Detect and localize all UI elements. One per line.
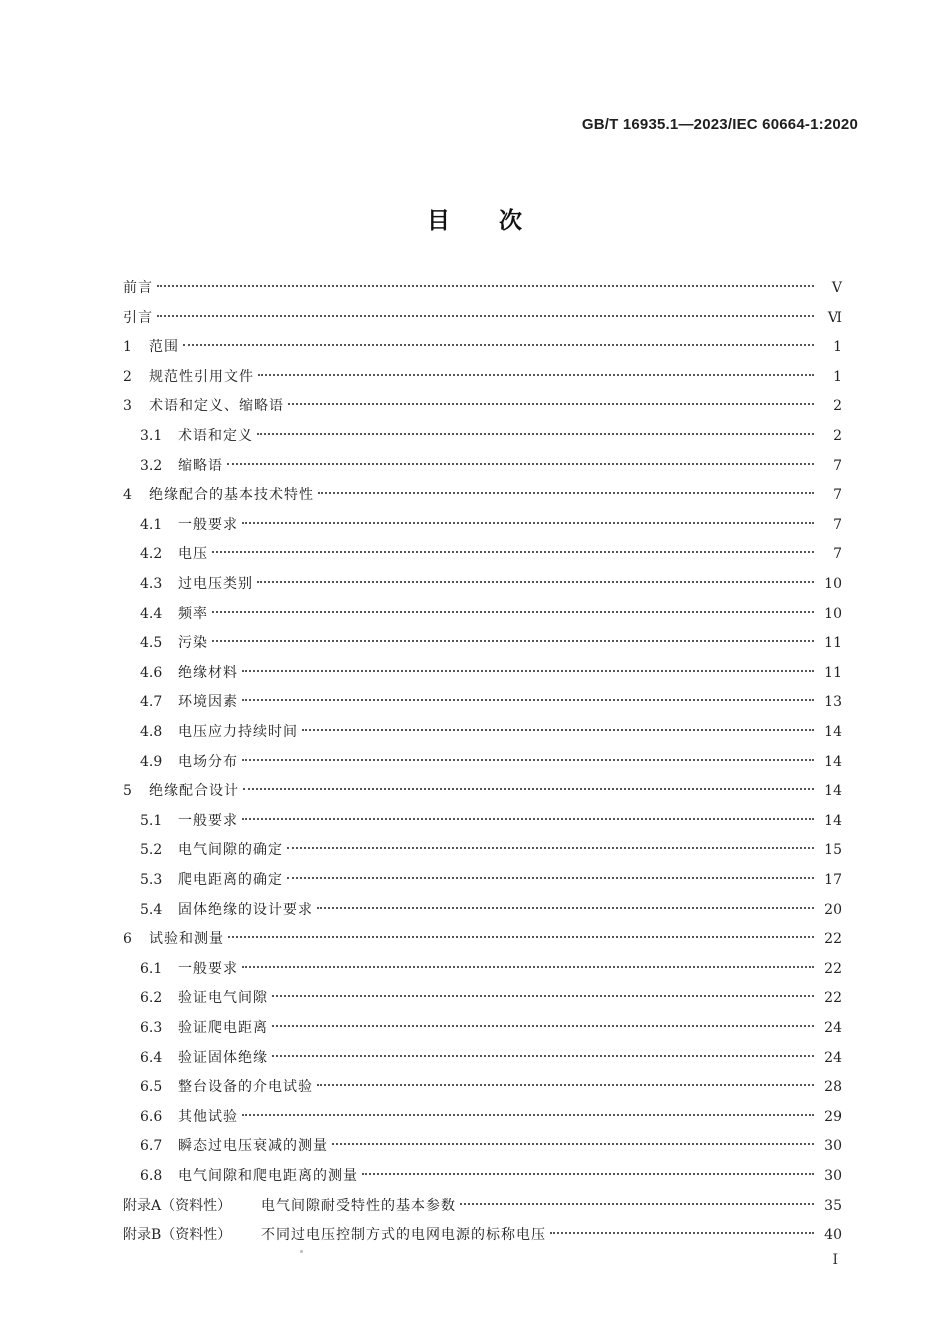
toc-page-number: 24 (824, 1020, 842, 1036)
toc-row (0, 1222, 950, 1248)
toc-section-title: 瞬态过电压衰减的测量 (178, 1138, 328, 1155)
toc-section-title: 电气间隙和爬电距离的测量 (178, 1168, 358, 1184)
toc-entry[interactable] (123, 778, 842, 804)
toc-row (0, 867, 950, 893)
toc-entry[interactable] (140, 1133, 842, 1159)
toc-dot-leader (242, 1114, 814, 1116)
toc-section-title: 规范性引用文件 (149, 368, 254, 385)
toc-page-number: 14 (824, 724, 842, 740)
toc-section-number: 6.6 (140, 1108, 163, 1125)
toc-dot-leader (302, 729, 814, 731)
toc-page-number: 2 (833, 398, 842, 415)
toc-page-number: 22 (824, 931, 842, 948)
toc-dot-leader (272, 995, 814, 997)
toc-page-number: 10 (824, 576, 842, 592)
toc-dot-leader (212, 640, 814, 642)
toc-page-number: 20 (824, 901, 842, 918)
toc-row (0, 482, 950, 508)
toc-section-number: 6.2 (140, 990, 163, 1007)
toc-page-number: 1 (833, 339, 842, 356)
toc-page-number: 13 (824, 694, 842, 711)
toc-entry[interactable] (140, 512, 842, 538)
toc-dot-leader (288, 403, 814, 405)
toc-page-number: 17 (824, 872, 842, 888)
toc-page-number: 29 (824, 1108, 842, 1125)
toc-section-title: 验证固体绝缘 (178, 1049, 268, 1066)
toc-section-number: 3.1 (140, 428, 163, 444)
toc-section-number: 6 (123, 931, 132, 948)
toc-row (0, 689, 950, 715)
toc-section-number: 4.9 (140, 753, 163, 770)
toc-section-number: 6.3 (140, 1020, 163, 1036)
toc-page-number: 11 (824, 664, 842, 681)
toc-section-number: 5 (123, 783, 132, 800)
toc-row (0, 453, 950, 479)
toc-section-number: 5.1 (140, 812, 163, 829)
toc-section-number: 附录B（资料性） (123, 1227, 232, 1244)
toc-dot-leader (242, 966, 814, 968)
toc-section-number: 4.1 (140, 516, 163, 533)
toc-section-title: 爬电距离的确定 (178, 872, 283, 888)
toc-dot-leader (257, 433, 814, 435)
toc-dot-leader (242, 670, 814, 672)
scan-speck (300, 1250, 303, 1253)
toc-section-number: 5.2 (140, 842, 163, 859)
toc-row (0, 334, 950, 360)
toc-dot-leader (228, 936, 814, 938)
toc-row (0, 275, 950, 301)
toc-section-number: 4.2 (140, 546, 163, 563)
toc-entry[interactable] (123, 393, 842, 419)
toc-section-title: 范围 (149, 339, 179, 356)
toc-row (0, 423, 950, 449)
toc-dot-leader (317, 907, 814, 909)
toc-dot-leader (242, 522, 814, 524)
toc-entry[interactable] (140, 423, 842, 449)
toc-row (0, 897, 950, 923)
toc-section-number: 1 (123, 339, 132, 356)
toc-entry[interactable] (140, 1104, 842, 1130)
toc-section-title: 绝缘配合的基本技术特性 (149, 487, 314, 504)
toc-section-title: 引言 (123, 309, 153, 326)
toc-entry[interactable] (123, 926, 842, 952)
toc-section-title: 频率 (178, 605, 208, 622)
toc-page-number: 10 (824, 605, 842, 622)
toc-entry[interactable] (123, 1222, 842, 1248)
toc-row (0, 1015, 950, 1041)
toc-entry[interactable] (140, 601, 842, 627)
toc-dot-leader (272, 1055, 814, 1057)
toc-section-number: 4.6 (140, 664, 163, 681)
toc-page-number: 24 (824, 1049, 842, 1066)
toc-section-number: 4.7 (140, 694, 163, 711)
toc-section-title: 其他试验 (178, 1108, 238, 1125)
toc-row (0, 364, 950, 390)
toc-section-number: 6.8 (140, 1168, 163, 1184)
toc-page-number: 15 (824, 842, 842, 859)
toc-row (0, 1193, 950, 1219)
toc-dot-leader (287, 847, 814, 849)
toc-section-number: 4.4 (140, 605, 163, 622)
toc-dot-leader (318, 492, 814, 494)
toc-row (0, 601, 950, 627)
page-title: 目 次 (427, 208, 523, 234)
toc-entry[interactable] (123, 275, 842, 301)
toc-entry[interactable] (140, 719, 842, 745)
toc-row (0, 512, 950, 538)
toc-row (0, 719, 950, 745)
toc-page-number: 1 (833, 368, 842, 385)
toc-entry[interactable] (140, 541, 842, 567)
toc-section-number: 3 (123, 398, 132, 415)
toc-entry[interactable] (140, 837, 842, 863)
toc-dot-leader (332, 1143, 814, 1145)
toc-row (0, 837, 950, 863)
toc-dot-leader (242, 818, 814, 820)
toc-section-title: 电气间隙耐受特性的基本参数 (261, 1197, 456, 1214)
toc-section-title: 电压 (178, 546, 208, 563)
toc-page-number: 11 (824, 635, 842, 652)
toc-entry[interactable] (140, 808, 842, 834)
toc-dot-leader (243, 788, 814, 790)
toc-section-title: 电气间隙的确定 (178, 842, 283, 859)
toc-page-number: Ⅵ (827, 309, 842, 326)
toc-entry[interactable] (140, 1015, 842, 1041)
toc-entry[interactable] (140, 1074, 842, 1100)
toc-section-number: 4.8 (140, 724, 163, 740)
toc-row (0, 1163, 950, 1189)
toc-section-number: 4.5 (140, 635, 163, 652)
toc-page-number: 30 (824, 1168, 842, 1184)
toc-page-number: 7 (833, 516, 842, 533)
toc-dot-leader (550, 1232, 814, 1234)
toc-page-number: 7 (833, 546, 842, 563)
toc-row (0, 1074, 950, 1100)
toc-dot-leader (212, 611, 814, 613)
toc-dot-leader (157, 315, 814, 317)
toc-entry[interactable] (140, 985, 842, 1011)
toc-section-number: 2 (123, 368, 132, 385)
toc-row (0, 393, 950, 419)
toc-row (0, 985, 950, 1011)
toc-dot-leader (242, 699, 814, 701)
toc-entry[interactable] (123, 305, 842, 331)
toc-row (0, 956, 950, 982)
toc-entry[interactable] (123, 1193, 842, 1219)
toc-page-number: 22 (824, 960, 842, 977)
toc-section-title: 过电压类别 (178, 576, 253, 592)
toc-entry[interactable] (140, 1163, 842, 1189)
toc-section-title: 一般要求 (178, 960, 238, 977)
toc-dot-leader (317, 1084, 814, 1086)
toc-page-number: 7 (833, 487, 842, 504)
toc-page-number: 22 (824, 990, 842, 1007)
toc-page-number: 14 (824, 783, 842, 800)
toc-section-number: 5.4 (140, 901, 163, 918)
toc-section-number: 6.7 (140, 1138, 163, 1155)
toc-page-number: 7 (833, 457, 842, 474)
toc-entry[interactable] (123, 334, 842, 360)
toc-section-number: 4.3 (140, 576, 163, 592)
toc-section-number: 4 (123, 487, 132, 504)
toc-page-number: 2 (833, 428, 842, 444)
toc-section-number: 附录A（资料性） (123, 1197, 232, 1214)
header-standard-code: GB/T 16935.1—2023/IEC 60664-1:2020 (581, 116, 858, 133)
toc-section-title: 电压应力持续时间 (178, 724, 298, 740)
toc-row (0, 1045, 950, 1071)
toc-row (0, 305, 950, 331)
toc-section-number: 6.4 (140, 1049, 163, 1066)
toc-section-number: 6.1 (140, 960, 163, 977)
toc-dot-leader (227, 463, 814, 465)
toc-section-title: 缩略语 (178, 457, 223, 474)
toc-entry[interactable] (123, 364, 842, 390)
toc-dot-leader (258, 374, 814, 376)
toc-dot-leader (242, 759, 814, 761)
toc-page-number: 40 (824, 1227, 842, 1244)
toc-section-title: 污染 (178, 635, 208, 652)
toc-entry[interactable] (140, 571, 842, 597)
toc-dot-leader (212, 551, 814, 553)
toc-section-title: 前言 (123, 280, 153, 296)
toc-page-number: 14 (824, 753, 842, 770)
toc-dot-leader (157, 285, 814, 287)
toc-section-number: 3.2 (140, 457, 163, 474)
toc-row (0, 541, 950, 567)
toc-dot-leader (183, 344, 814, 346)
toc-section-title: 验证爬电距离 (178, 1020, 268, 1036)
toc-entry[interactable] (140, 630, 842, 656)
toc-dot-leader (460, 1203, 814, 1205)
toc-entry[interactable] (140, 660, 842, 686)
toc-section-title: 术语和定义、缩略语 (149, 398, 284, 415)
toc-dot-leader (272, 1025, 814, 1027)
toc-section-number: 5.3 (140, 872, 163, 888)
toc-row (0, 778, 950, 804)
toc-section-title: 环境因素 (178, 694, 238, 711)
toc-entry[interactable] (140, 689, 842, 715)
toc-section-title: 一般要求 (178, 812, 238, 829)
toc-row (0, 660, 950, 686)
toc-section-title: 试验和测量 (149, 931, 224, 948)
toc-section-title: 绝缘材料 (178, 664, 238, 681)
toc-row (0, 1133, 950, 1159)
toc-entry[interactable] (140, 453, 842, 479)
toc-entry[interactable] (140, 956, 842, 982)
toc-page-number: 28 (824, 1079, 842, 1096)
toc-section-title: 整台设备的介电试验 (178, 1079, 313, 1096)
toc-entry[interactable] (123, 482, 842, 508)
toc-row (0, 571, 950, 597)
toc-dot-leader (287, 877, 814, 879)
toc-entry[interactable] (140, 1045, 842, 1071)
toc-section-title: 固体绝缘的设计要求 (178, 901, 313, 918)
toc-section-number: 6.5 (140, 1079, 163, 1096)
toc-section-title: 验证电气间隙 (178, 990, 268, 1007)
toc-section-title: 绝缘配合设计 (149, 783, 239, 800)
toc-entry[interactable] (140, 749, 842, 775)
toc-dot-leader (257, 581, 814, 583)
toc-row (0, 926, 950, 952)
toc-row (0, 1104, 950, 1130)
toc-row (0, 808, 950, 834)
toc-page-number: 14 (824, 812, 842, 829)
footer-page-number: I (832, 1252, 838, 1268)
toc-section-title: 一般要求 (178, 516, 238, 533)
toc-entry[interactable] (140, 897, 842, 923)
toc-entry[interactable] (140, 867, 842, 893)
toc-section-title: 不同过电压控制方式的电网电源的标称电压 (261, 1227, 546, 1244)
toc-page-number: Ⅴ (831, 280, 842, 296)
toc-row (0, 749, 950, 775)
toc-section-title: 电场分布 (178, 753, 238, 770)
toc-row (0, 630, 950, 656)
toc-dot-leader (362, 1173, 814, 1175)
toc-section-title: 术语和定义 (178, 428, 253, 444)
toc-page-number: 30 (824, 1138, 842, 1155)
toc-page-number: 35 (824, 1197, 842, 1214)
